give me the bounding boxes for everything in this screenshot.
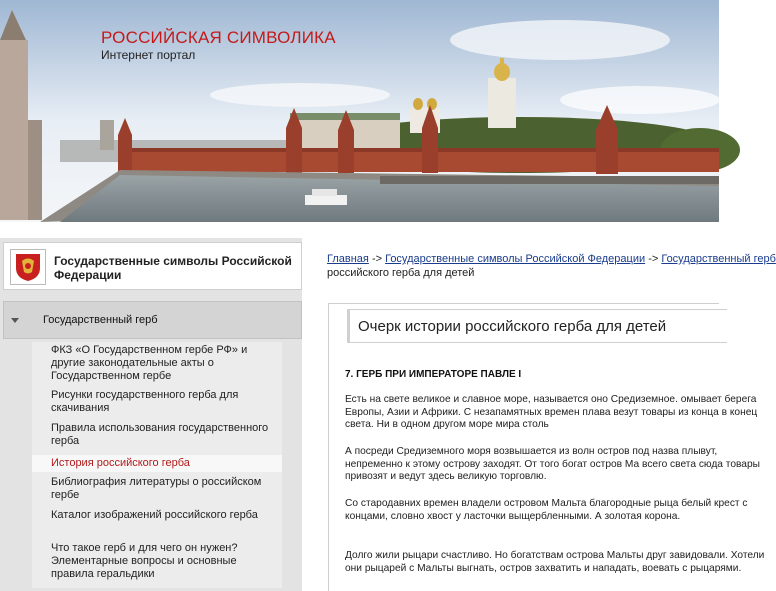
coat-of-arms-icon: [10, 249, 46, 285]
header-banner: [0, 0, 719, 222]
breadcrumb-link-state-emblem[interactable]: Государственный герб: [661, 253, 776, 265]
submenu-item-heraldry-basics[interactable]: Что такое герб и для чего он нужен? Элементарные вопросы и основные правила геральдики: [51, 542, 238, 580]
site-title: РОССИЙСКАЯ СИМВОЛИКА: [101, 28, 336, 47]
menu-item-label: Государственный герб: [43, 314, 158, 326]
submenu-item-downloads[interactable]: Рисунки государственного герба для скачивания: [51, 389, 239, 414]
article-paragraph: Есть на свете великое и славное море, называется оно Средиземное. омывает берега Европы, Азии и Африки. С незапамятных времен плава везут товары из конца в конец света. Ни в одном другом море мира столь: [345, 394, 758, 430]
section-title: Государственные символы Российской Федерации: [54, 254, 292, 282]
breadcrumb-link-state-symbols[interactable]: Государственные символы Российской Федерации: [385, 253, 646, 265]
submenu-item-laws[interactable]: ФКЗ «О Государственном гербе РФ» и другие законодательные акты о Государственном гербе: [51, 344, 248, 382]
breadcrumb: [327, 252, 776, 280]
expand-arrow-icon[interactable]: [11, 318, 19, 323]
submenu-item-bibliography[interactable]: Библиография литературы о российском гербе: [51, 476, 262, 501]
submenu: [32, 342, 282, 588]
article-paragraph: Долго жили рыцари счастливо. Но богатствам острова Мальты друг завидовали. Хотели они рыцарей с Мальты выгнать, остров захватить и нападать, воевать с рыцарями.: [345, 550, 765, 574]
breadcrumb-current: российского герба для детей: [327, 267, 475, 279]
breadcrumb-separator: ->: [648, 253, 659, 265]
sidebar: [0, 238, 302, 591]
section-header: [3, 242, 302, 290]
breadcrumb-separator: ->: [371, 253, 383, 265]
submenu-item-history[interactable]: История российского герба: [32, 455, 282, 472]
submenu-item-catalog[interactable]: Каталог изображений российского герба: [51, 509, 258, 521]
menu-item-state-emblem[interactable]: [3, 301, 302, 339]
article-heading: 7. ГЕРБ ПРИ ИМПЕРАТОРЕ ПАВЛЕ I: [345, 369, 522, 380]
submenu-item-usage-rules[interactable]: Правила использования государственного герба: [51, 422, 269, 447]
article-title: Очерк истории российского герба для детей: [358, 318, 667, 335]
article: [328, 303, 765, 591]
article-title-box: [347, 309, 727, 343]
article-paragraph: Со стародавних времен владели островом Мальта благородные рыца белый крест с концами, словно хвост у ласточки выщербленными. А золотая корона.: [345, 498, 748, 522]
site-subtitle: Интернет портал: [101, 48, 196, 62]
article-paragraph: А посреди Средиземного моря возвышается из волн остров под назва плывут, непременно к этому острову заходят. От того богат остров Ма всего света сюда товары привозят и ведут здесь великую торговлю.: [345, 446, 760, 482]
breadcrumb-link-home[interactable]: Главная: [327, 253, 369, 265]
